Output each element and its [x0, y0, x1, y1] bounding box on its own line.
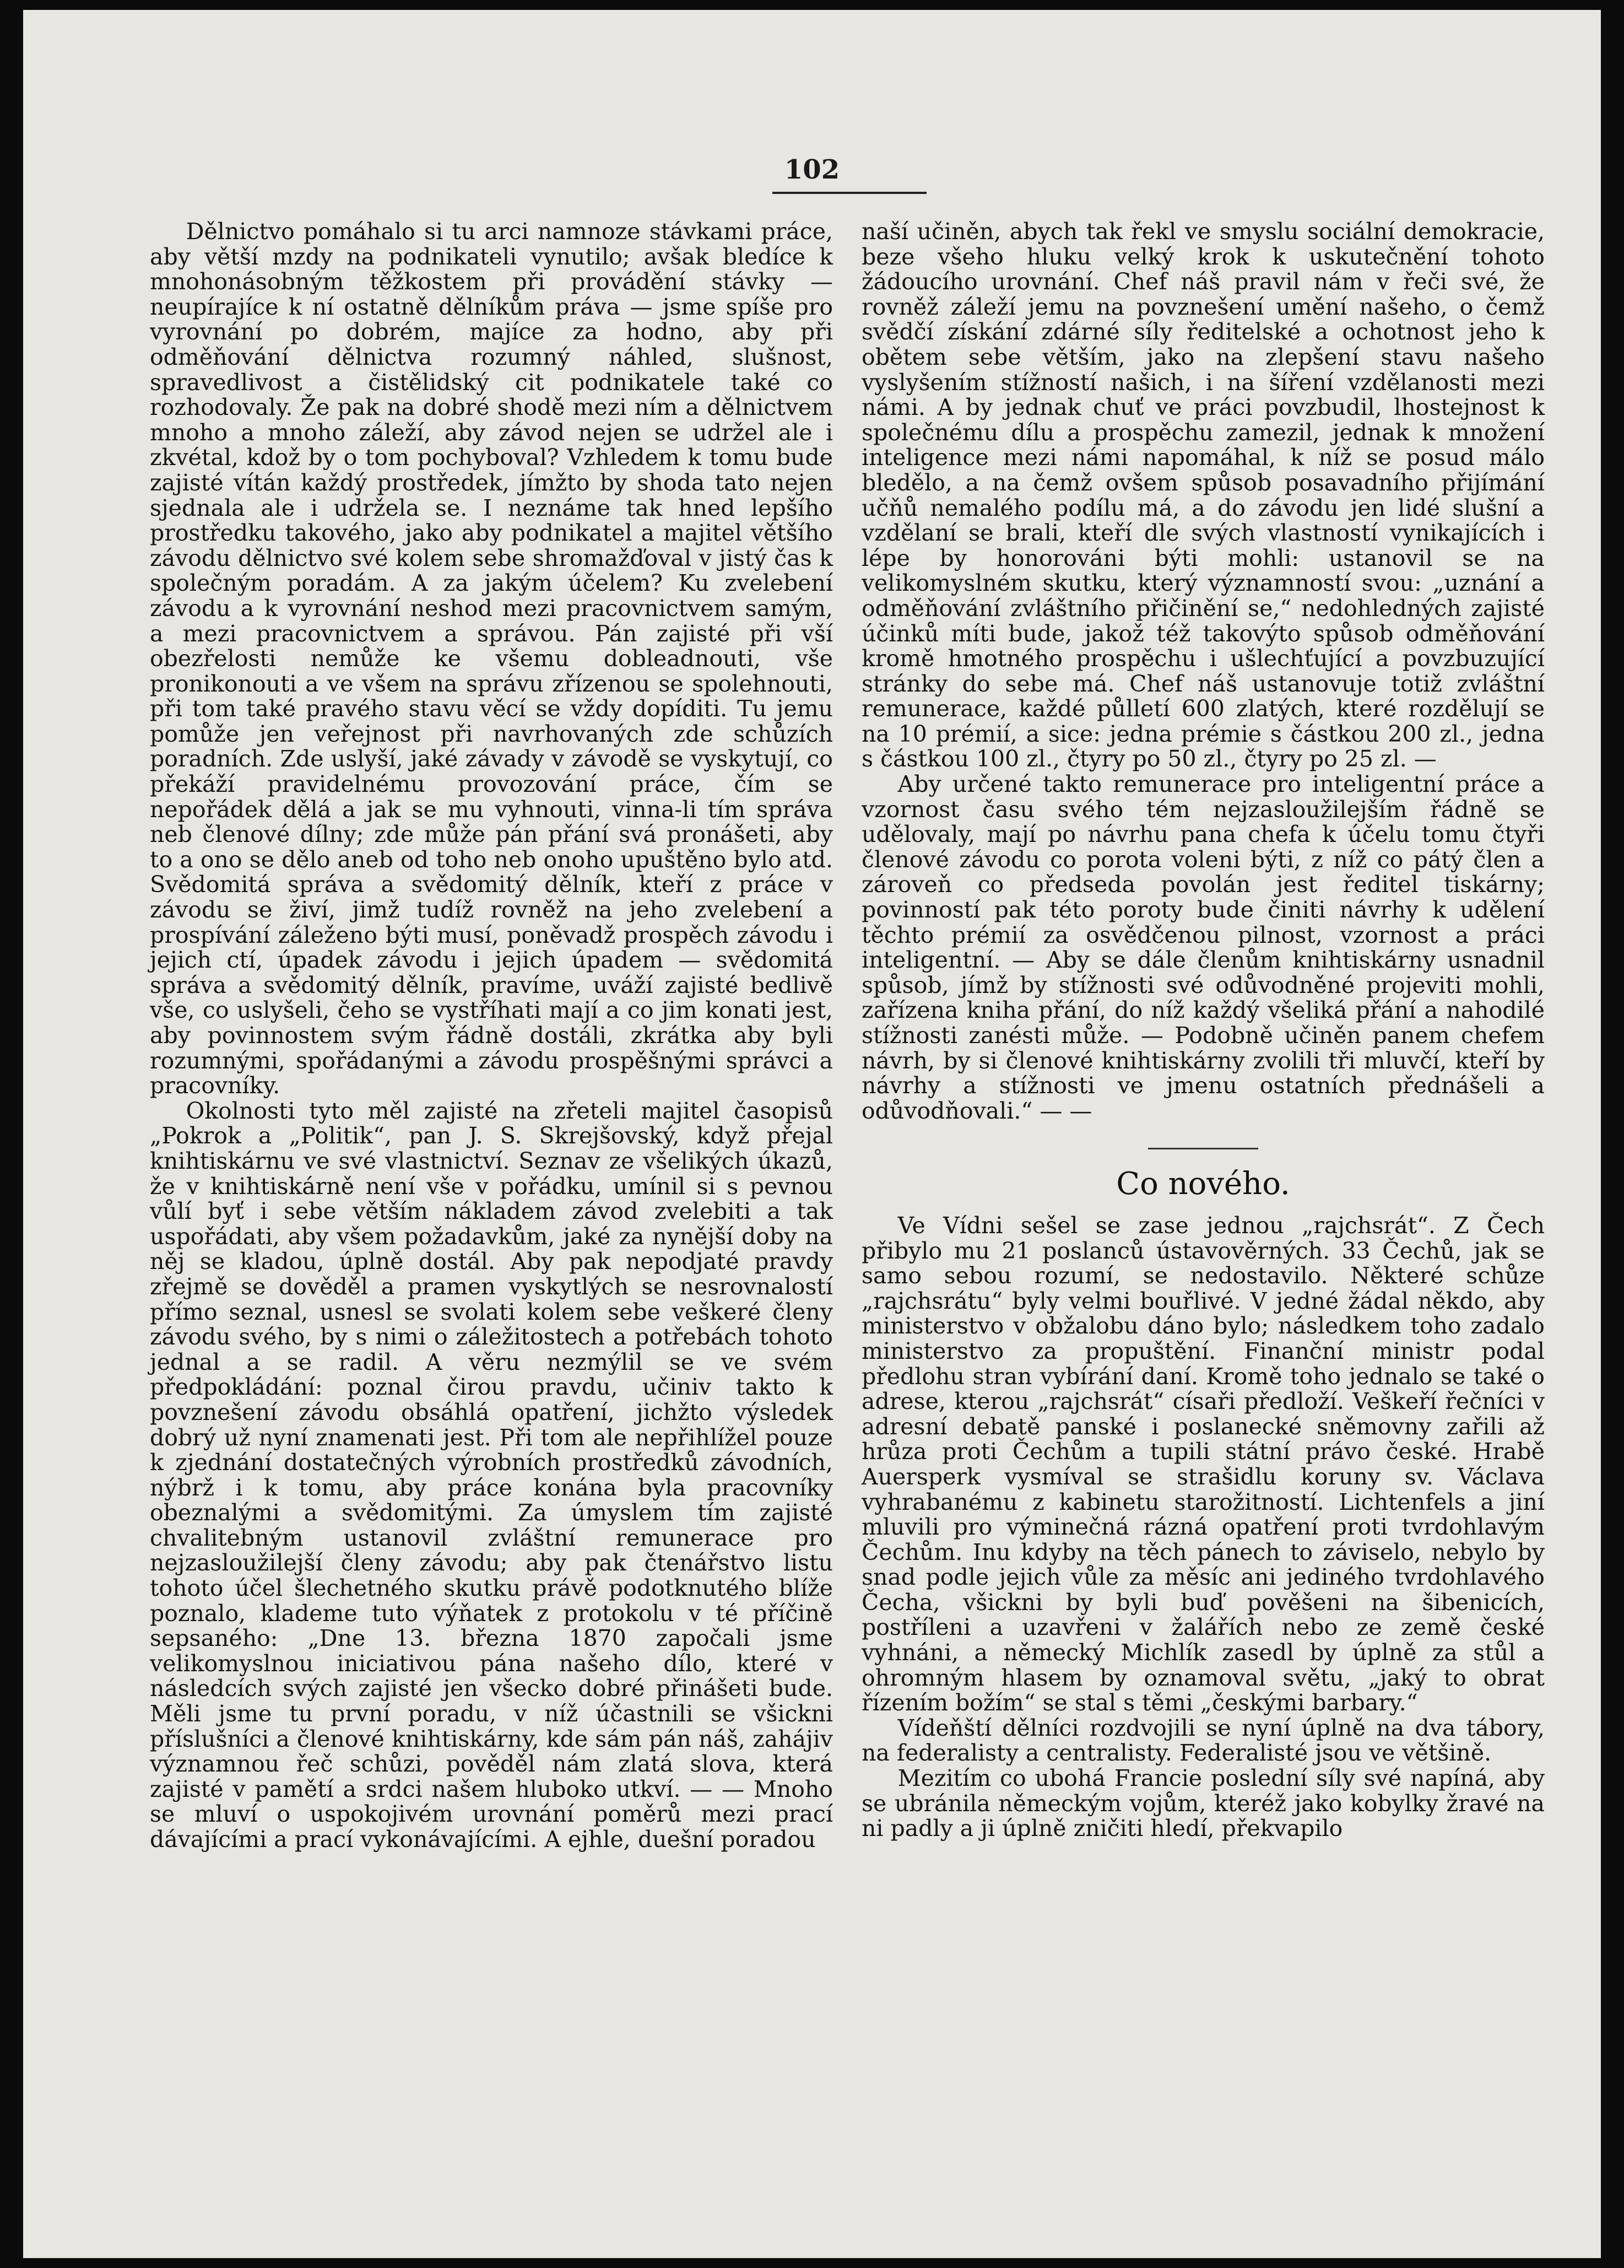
newspaper-page	[23, 10, 1601, 2258]
left-paragraph-1: Dělnictvo pomáhalo si tu arci namnoze stávkami práce, aby větší mzdy na podnikateli vynutilo; avšak bledíce k mnohonásobným těžkostem při provádění stávky — neupírajíce k ní ostatně dělníkům práva — jsme spíše pro vyrovnání po dobrém, majíce za hodno, aby při odměňování dělnictva rozumný náhled, slušnost, spravedlivost a čistělidský cit podnikatele také co rozhodovaly. Že pak na dobré shodě mezi ním a dělnictvem mnoho a mnoho záleží, aby závod nejen se udržel ale i zkvétal, kdož by o tom pochyboval? Vzhledem k tomu bude zajisté vítán každý prostředek, jímžto by shoda tato nejen sjednala ale i udržela se. I neznáme tak hned lepšího prostředku takového, jako aby podnikatel a majitel většího závodu dělnictvo své kolem sebe shromažďoval v jistý čas k společným poradám. A za jakým účelem? Ku zvelebení závodu a k vyrovnání neshod mezi pracovnictvem samým, a mezi pracovnictvem a správou. Pán zajisté při vší obezřelosti nemůže ke všemu dobleadnouti, vše pronikonouti a ve všem na správu zřízenou se spolehnouti, při tom také pravého stavu věcí se vždy dopíditi. Tu jemu pomůže jen veřejnost při navrhovaných zde schůzích poradních. Zde uslyší, jaké závady v závodě se vyskytují, co překáží pravidelnému provozování práce, čím se nepořádek dělá a jak se mu vyhnouti, vinna-li tím správa neb členové dílny; zde může pán přání svá pronášeti, aby to a ono se dělo aneb od toho neb onoho upuštěno bylo atd. Svědomitá správa a svědomitý dělník, kteří z práce v závodu se živí, jimž tudíž rovněž na jeho zvelebení a prospívání záleženo býti musí, poněvadž prospěch závodu i jejich ctí, úpadek závodu i jejich úpadem — svědomitá správa a svědomitý dělník, pravíme, uváží zajisté bedlivě vše, co uslyšeli, čeho se vystříhati mají a co jim konati jest, aby povinnostem svým řádně dostáli, zkrátka aby byli rozumnými, spořádanými a závodu prospěšnými správci a pracovníky.	[150, 218, 833, 1099]
left-paragraph-2: Okolnosti tyto měl zajisté na zřeteli majitel časopisů „Pokrok a „Politik“, pan J. S. Skrejšovský, když přejal knihtiskárnu ve své vlastnictví. Seznav ze všelikých úkazů, že v knihtiskárně není vše v pořádku, umínil si s pevnou vůlí byť i sebe větším nákladem závod zvelebiti a tak uspořádati, aby všem požadavkům, jaké za nynější doby na něj se kladou, úplně dostál. Aby pak nepodjaté pravdy zřejmě se dověděl a pramen vyskytlých se nesrovnalostí přímo seznal, usnesl se svolati kolem sebe veškeré členy závodu svého, by s nimi o záležitostech a potřebách tohoto jednal a se radil. A věru nezmýlil se ve svém předpokládání: poznal čirou pravdu, učiniv takto k povznešení závodu obsáhlá opatření, jichžto výsledek dobrý už nyní znamenati jest. Při tom ale nepřihlížel pouze k zjednání dostatečných výrobních prostředků závodních, nýbrž i k tomu, aby práce konána byla pracovníky obeznalými a svědomitými. Za úmyslem tím zajisté chvalitebným ustanovil zvláštní remunerace pro nejzasloužilejší členy závodu; aby pak čtenářstvo listu tohoto účel šlechetného skutku právě podotknutého blíže poznalo, klademe tuto výňatek z protokolu v té příčině sepsaného: „Dne 13. března 1870 započali jsme velikomyslnou iniciativou pána našeho dílo, které v následcích svých zajisté jen všecko dobré přinášeti bude. Měli jsme tu první poradu, v níž účastnili se všickni příslušníci a členové knihtiskárny, kde sám pán náš, zahájiv významnou řeč schůzi, pověděl nám zlatá slova, která zajisté v pamětí a srdci našem hluboko utkví. — — Mnoho se mluví o uspokojivém urovnání poměrů mezi prací dávajícími a prací vykonávajícími. A ejhle, duešní poradou	[150, 1097, 833, 1853]
section-divider	[1148, 1148, 1258, 1149]
news-paragraph-workers: Vídeňští dělníci rozdvojili se nyní úplně na dva tábory, na federalisty a centralisty. Federalisté jsou ve většině.	[862, 1714, 1545, 1767]
page-number-rule	[772, 192, 927, 194]
right-paragraph-remuneration: Aby určené takto remunerace pro inteligentní práce a vzornost času svého tém nejzasloužilejším řádně se udělovaly, mají po návrhu pana chefa k účelu tomu čtyři členové závodu co porota voleni býti, z níž co pátý člen a zároveň co předseda povolán jest ředitel tiskárny; povinností pak této poroty bude činiti návrhy k udělení těchto prémií za osvědčenou pilnost, vzornost a práci inteligentní. — Aby se dále členům knihtiskárny usnadnil spůsob, jímž by stížnosti své odůvodněné projeviti mohli, zařízena kniha přání, do níž každý všeliká přání a nahodilé stížnosti zanésti může. — Podobně učiněn panem chefem návrh, by si členové knihtiskárny zvolili tři mluvčí, kteří by návrhy a stížnosti ve jmenu ostatních přednášeli a odůvodňovali.“ — —	[862, 771, 1545, 1124]
page-number: 102	[784, 154, 840, 185]
section-title-co-noveho: Co nového.	[1116, 1166, 1290, 1202]
news-paragraph-rajchsrat: Ve Vídni sešel se zase jednou „rajchsrát“. Z Čech přibylo mu 21 poslanců ústavověrných. 33 Čechů, jak se samo sebou rozumí, se nedostavilo. Některé schůze „rajchsrátu“ byly velmi bouřlivé. V jedné žádal někdo, aby ministerstvo v obžalobu dáno bylo; následkem toho zadalo ministerstvo za propuštění. Finanční ministr podal předlohu stran vybírání daní. Kromě toho jednalo se také o adrese, kterou „rajchsrát“ císaři předloží. Veškeří řečníci v adresní debatě panské i poslanecké sněmovny zařili až hrůza proti Čechům a tupili státní právo české. Hrabě Auersperk vysmíval se strašidlu koruny sv. Václava vyhrabanému z kabinetu starožitností. Lichtenfels a jiní mluvili pro výminečná rázná opatření proti tvrdohlavým Čechům. Inu kdyby na těch pánech to záviselo, nebylo by snad podle jejich vůle za měsíc ani jediného tvrdohlavého Čecha, všickni by byli buď pověšeni na šibenicích, postříleni a uzavřeni v žalářích nebo ze země české vyhnáni, a německý Michlík zasedl by úplně za stůl a ohromným hlasem by oznamoval světu, „jaký to obrat řízením božím“ se stal s těmi „českými barbary.“	[862, 1212, 1545, 1716]
news-paragraph-france: Mezitím co ubohá Francie poslední síly své napíná, aby se ubránila německým vojům, kteréž jako kobylky žravé na ni padly a ji úplně zničiti hledí, překvapilo	[862, 1765, 1545, 1842]
left-column	[150, 219, 833, 1853]
right-column	[862, 219, 1545, 1842]
right-paragraph-continuation: naší učiněn, abych tak řekl ve smyslu sociální demokracie, beze všeho hluku velký krok k uskutečnění tohoto žádoucího urovnání. Chef náš pravil nám v řeči své, že rovněž záleží jemu na povznešení umění našeho, o čemž svědčí získání zdárné síly ředitelské a ochotnost jeho k obětem sebe větším, jako na zlepšení stavu našeho vyslyšením stížností našich, i na šíření vzdělanosti mezi námi. A by jednak chuť ve práci povzbudil, lhostejnost k společnému dílu a prospěchu zamezil, jednak k množení inteligence mezi námi napomáhal, k níž se posud málo bledělo, a na čemž ovšem spůsob posavadního přijímání učňů nemalého podílu má, a do závodu jen lidé slušní a vzdělaní se brali, kteří dle svých vlastností vynikajících i lépe by honorováni býti mohli: ustanovil se na velikomyslném skutku, který významností svou: „uznání a odměňování zvláštního přičinění se,“ nedohledných zajisté účinků míti bude, jakož též takovýto spůsob odměňování kromě hmotného prospěchu i ušlechťující a povzbuzující stránky do sebe má. Chef náš ustanovuje totiž zvláštní remunerace, každé půlletí 600 zlatých, které rozdělují se na 10 prémií, a sice: jedna prémie s částkou 200 zl., jedna s částkou 100 zl., čtyry po 50 zl., čtyry po 25 zl. —	[862, 218, 1545, 773]
